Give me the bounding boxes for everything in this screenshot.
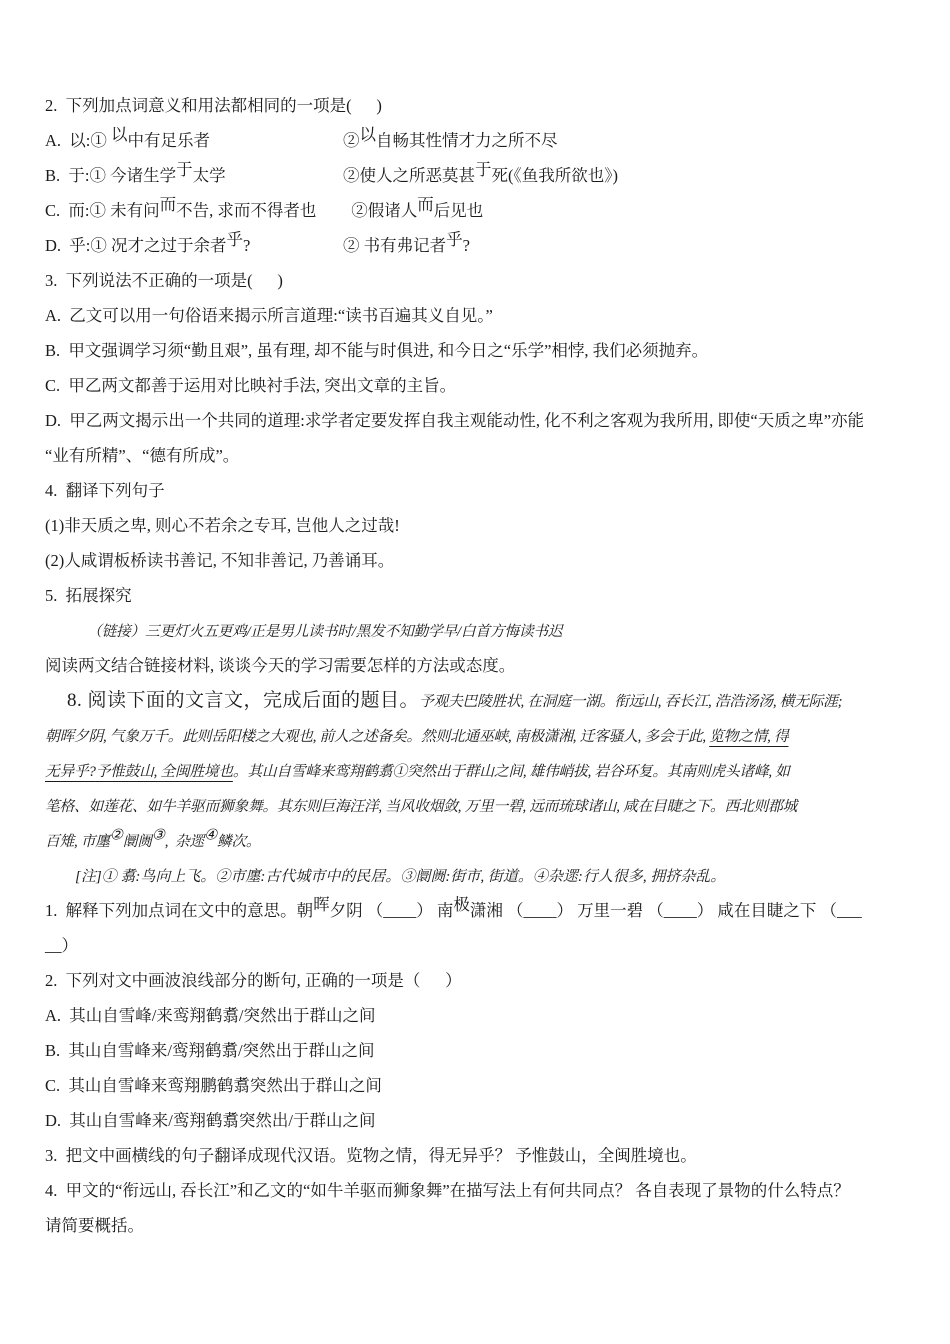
text-segment: 5. 拓展探究 bbox=[45, 586, 132, 605]
q5-link-material bbox=[45, 613, 920, 648]
passage-line4 bbox=[45, 788, 920, 823]
text-segment: [注]① 翥:鸟向上飞。②市廛:古代城市中的民居。③阛阓:街市, 街道。④杂遝:行人很多, 拥挤杂乱。 bbox=[75, 869, 726, 885]
emphasized-char: 以 bbox=[111, 125, 128, 144]
text-segment: 百雉, 市廛 bbox=[45, 834, 110, 850]
emphasized-char: 于 bbox=[176, 160, 193, 179]
text-segment: （链接）三更灯火五更鸡/正是男儿读书时/黑发不知勤学早/白首方悔读书迟 bbox=[87, 624, 563, 640]
document-content bbox=[45, 88, 920, 1243]
underlined-text: 无异乎? bbox=[45, 764, 96, 780]
text-segment: ③ bbox=[151, 827, 165, 844]
emphasized-char: 而 bbox=[417, 195, 434, 214]
q8-4-title bbox=[45, 1173, 920, 1208]
text-segment: 死(《鱼我所欲也》) bbox=[491, 166, 618, 185]
q8-2-option-d bbox=[45, 1103, 920, 1138]
text-segment: ② bbox=[109, 827, 123, 844]
q5-title bbox=[45, 578, 920, 613]
text-segment: ② bbox=[343, 131, 360, 150]
text-segment: ? bbox=[243, 236, 251, 255]
text-segment: A. 乙文可以用一句俗语来揭示所言道理:“读书百遍其义自见。” bbox=[45, 306, 493, 325]
passage-line5 bbox=[45, 823, 920, 858]
text-segment: 阛阓 bbox=[122, 834, 152, 850]
underlined-text: 览物之情, 得 bbox=[709, 729, 789, 745]
text-segment: B. 甲文强调学习须“勤且艰”, 虽有理, 却不能与时俱进, 和今日之“乐学”相悖, 我们必须抛弃。 bbox=[45, 341, 709, 360]
q3-option-d bbox=[45, 403, 920, 438]
emphasized-char: 于 bbox=[475, 160, 492, 179]
emphasized-char: 而 bbox=[159, 195, 177, 214]
q2-option-b bbox=[45, 158, 920, 193]
text-segment: 予观夫巴陵胜状, 在洞庭一湖。衔远山, 吞长江, 浩浩汤汤, 横无际涯; bbox=[419, 694, 843, 710]
text-segment: ②使人之所恶莫甚 bbox=[343, 166, 475, 185]
passage-line3 bbox=[45, 753, 920, 788]
text-segment: 阅读两文结合链接材料, 谈谈今天的学习需要怎样的方法或态度。 bbox=[45, 656, 516, 675]
q8-2-title bbox=[45, 963, 920, 998]
emphasized-char: 以 bbox=[359, 125, 376, 144]
text-segment: 4. 甲文的“衔远山, 吞长江”和乙文的“如牛羊驱而狮象舞”在描写法上有何共同点？ 各自表现了景物的什么特点？ bbox=[45, 1181, 850, 1200]
emphasized-char: 乎 bbox=[446, 230, 463, 249]
q8-intro-and-passage-line1 bbox=[45, 683, 920, 718]
emphasized-char: 极 bbox=[453, 895, 470, 914]
text-segment: 笔格、如莲花、如牛羊驱而狮象舞。其东则巨海汪洋, 当风收烟敛, 万里一碧, 远而琉球诸山, 咸在目睫之下。西北则郡城 bbox=[45, 799, 798, 815]
q8-3-title bbox=[45, 1138, 920, 1173]
text-segment: C. 其山自雪峰来鸾翔鹏鹤翥突然出于群山之间 bbox=[45, 1076, 382, 1095]
text-segment: 朝晖夕阴, 气象万千。此则岳阳楼之大观也, 前人之述备矣。然则北通巫峡, 南极潇湘, 迁客骚人, 多会于此, bbox=[45, 729, 710, 745]
text-segment: (1)非天质之卑, 则心不若余之专耳, 岂他人之过哉! bbox=[45, 516, 400, 535]
text-segment: C. 而:① 未有问 bbox=[45, 201, 160, 220]
text-segment: 1. 解释下列加点词在文中的意思。朝 bbox=[45, 901, 314, 920]
q2-option-c bbox=[45, 193, 920, 228]
q5-instruction bbox=[45, 648, 920, 683]
text-segment: 2. 下列加点词意义和用法都相同的一项是( ) bbox=[45, 96, 382, 115]
text-segment: ②假诸人 bbox=[343, 201, 418, 220]
q8-1-title bbox=[45, 893, 920, 928]
text-segment: 。其山自雪峰来鸾翔鹤翥①突然出于群山之间, 雄伟峭拔, 岩谷环复。其南则虎头诸峰, 如 bbox=[232, 764, 790, 780]
text-segment: D. 甲乙两文揭示出一个共同的道理:求学者定要发挥自我主观能动性, 化不利之客观为我所用, 即使“天质之卑”亦能 bbox=[45, 411, 865, 430]
text-segment: , 杂遝 bbox=[164, 834, 204, 850]
q3-option-b bbox=[45, 333, 920, 368]
emphasized-char: 晖 bbox=[313, 895, 330, 914]
text-segment: 不告, 求而不得者也 bbox=[176, 201, 317, 220]
text-segment: D. 其山自雪峰来/鸾翔鹤翥突然出/于群山之间 bbox=[45, 1111, 376, 1130]
q3-option-a bbox=[45, 298, 920, 333]
q8-2-option-a bbox=[45, 998, 920, 1033]
text-segment: C. 甲乙两文都善于运用对比映衬手法, 突出文章的主旨。 bbox=[45, 376, 457, 395]
text-segment: 2. 下列对文中画波浪线部分的断句, 正确的一项是（ ） bbox=[45, 971, 462, 990]
emphasized-char: 乎 bbox=[226, 230, 243, 249]
q2-option-a bbox=[45, 123, 920, 158]
text-segment: 潇湘 （____） 万里一碧 （____） 咸在目睫之下 （___ bbox=[469, 901, 862, 920]
q2-title bbox=[45, 88, 920, 123]
q4-sentence-1 bbox=[45, 508, 920, 543]
passage-line2 bbox=[45, 718, 920, 753]
text-segment: 夕阴 （____） 南 bbox=[329, 901, 454, 920]
text-segment: 4. 翻译下列句子 bbox=[45, 481, 165, 500]
option-first-column bbox=[45, 123, 343, 158]
q8-2-option-c bbox=[45, 1068, 920, 1103]
text-segment: ② 书有弗记者 bbox=[343, 236, 447, 255]
q4-sentence-2 bbox=[45, 543, 920, 578]
text-segment: 8. 阅读下面的文言文，完成后面的题目。 bbox=[67, 690, 420, 711]
option-first-column bbox=[45, 158, 343, 193]
text-segment: A. 以:① bbox=[45, 131, 111, 150]
passage-notes bbox=[45, 858, 920, 893]
text-segment: 后见也 bbox=[433, 201, 484, 220]
q4-title bbox=[45, 473, 920, 508]
text-segment: 鳞次。 bbox=[216, 834, 261, 850]
text-segment: A. 其山自雪峰/来鸾翔鹤翥/突然出于群山之间 bbox=[45, 1006, 376, 1025]
text-segment: ④ bbox=[203, 827, 217, 844]
q8-4-title-cont bbox=[45, 1208, 920, 1243]
option-first-column bbox=[45, 193, 343, 228]
text-segment: 太学 bbox=[192, 166, 226, 185]
text-segment: __） bbox=[45, 936, 78, 955]
q3-title bbox=[45, 263, 920, 298]
text-segment: 自畅其性情才力之所不尽 bbox=[376, 131, 558, 150]
text-segment: B. 其山自雪峰来/鸾翔鹤翥/突然出于群山之间 bbox=[45, 1041, 375, 1060]
q2-option-d bbox=[45, 228, 920, 263]
text-segment: 3. 下列说法不正确的一项是( ) bbox=[45, 271, 283, 290]
q3-option-d-cont bbox=[45, 438, 920, 473]
text-segment: 中有足乐者 bbox=[127, 131, 210, 150]
text-segment: ? bbox=[462, 236, 470, 255]
q3-option-c bbox=[45, 368, 920, 403]
text-segment: 3. 把文中画横线的句子翻译成现代汉语。览物之情，得无异乎？ 予惟鼓山，全闽胜境也。 bbox=[45, 1146, 697, 1165]
option-first-column bbox=[45, 228, 343, 263]
q8-1-title-cont bbox=[45, 928, 920, 963]
q8-2-option-b bbox=[45, 1033, 920, 1068]
text-segment: 请简要概括。 bbox=[45, 1216, 144, 1235]
text-segment: (2)人咸谓板桥读书善记, 不知非善记, 乃善诵耳。 bbox=[45, 551, 395, 570]
underlined-text: 予惟鼓山, 全闽胜境也 bbox=[95, 764, 233, 780]
text-segment: D. 乎:① 况才之过于余者 bbox=[45, 236, 227, 255]
text-segment: “业有所精”、“德有所成”。 bbox=[45, 446, 240, 465]
text-segment: B. 于:① 今诸生学 bbox=[45, 166, 177, 185]
